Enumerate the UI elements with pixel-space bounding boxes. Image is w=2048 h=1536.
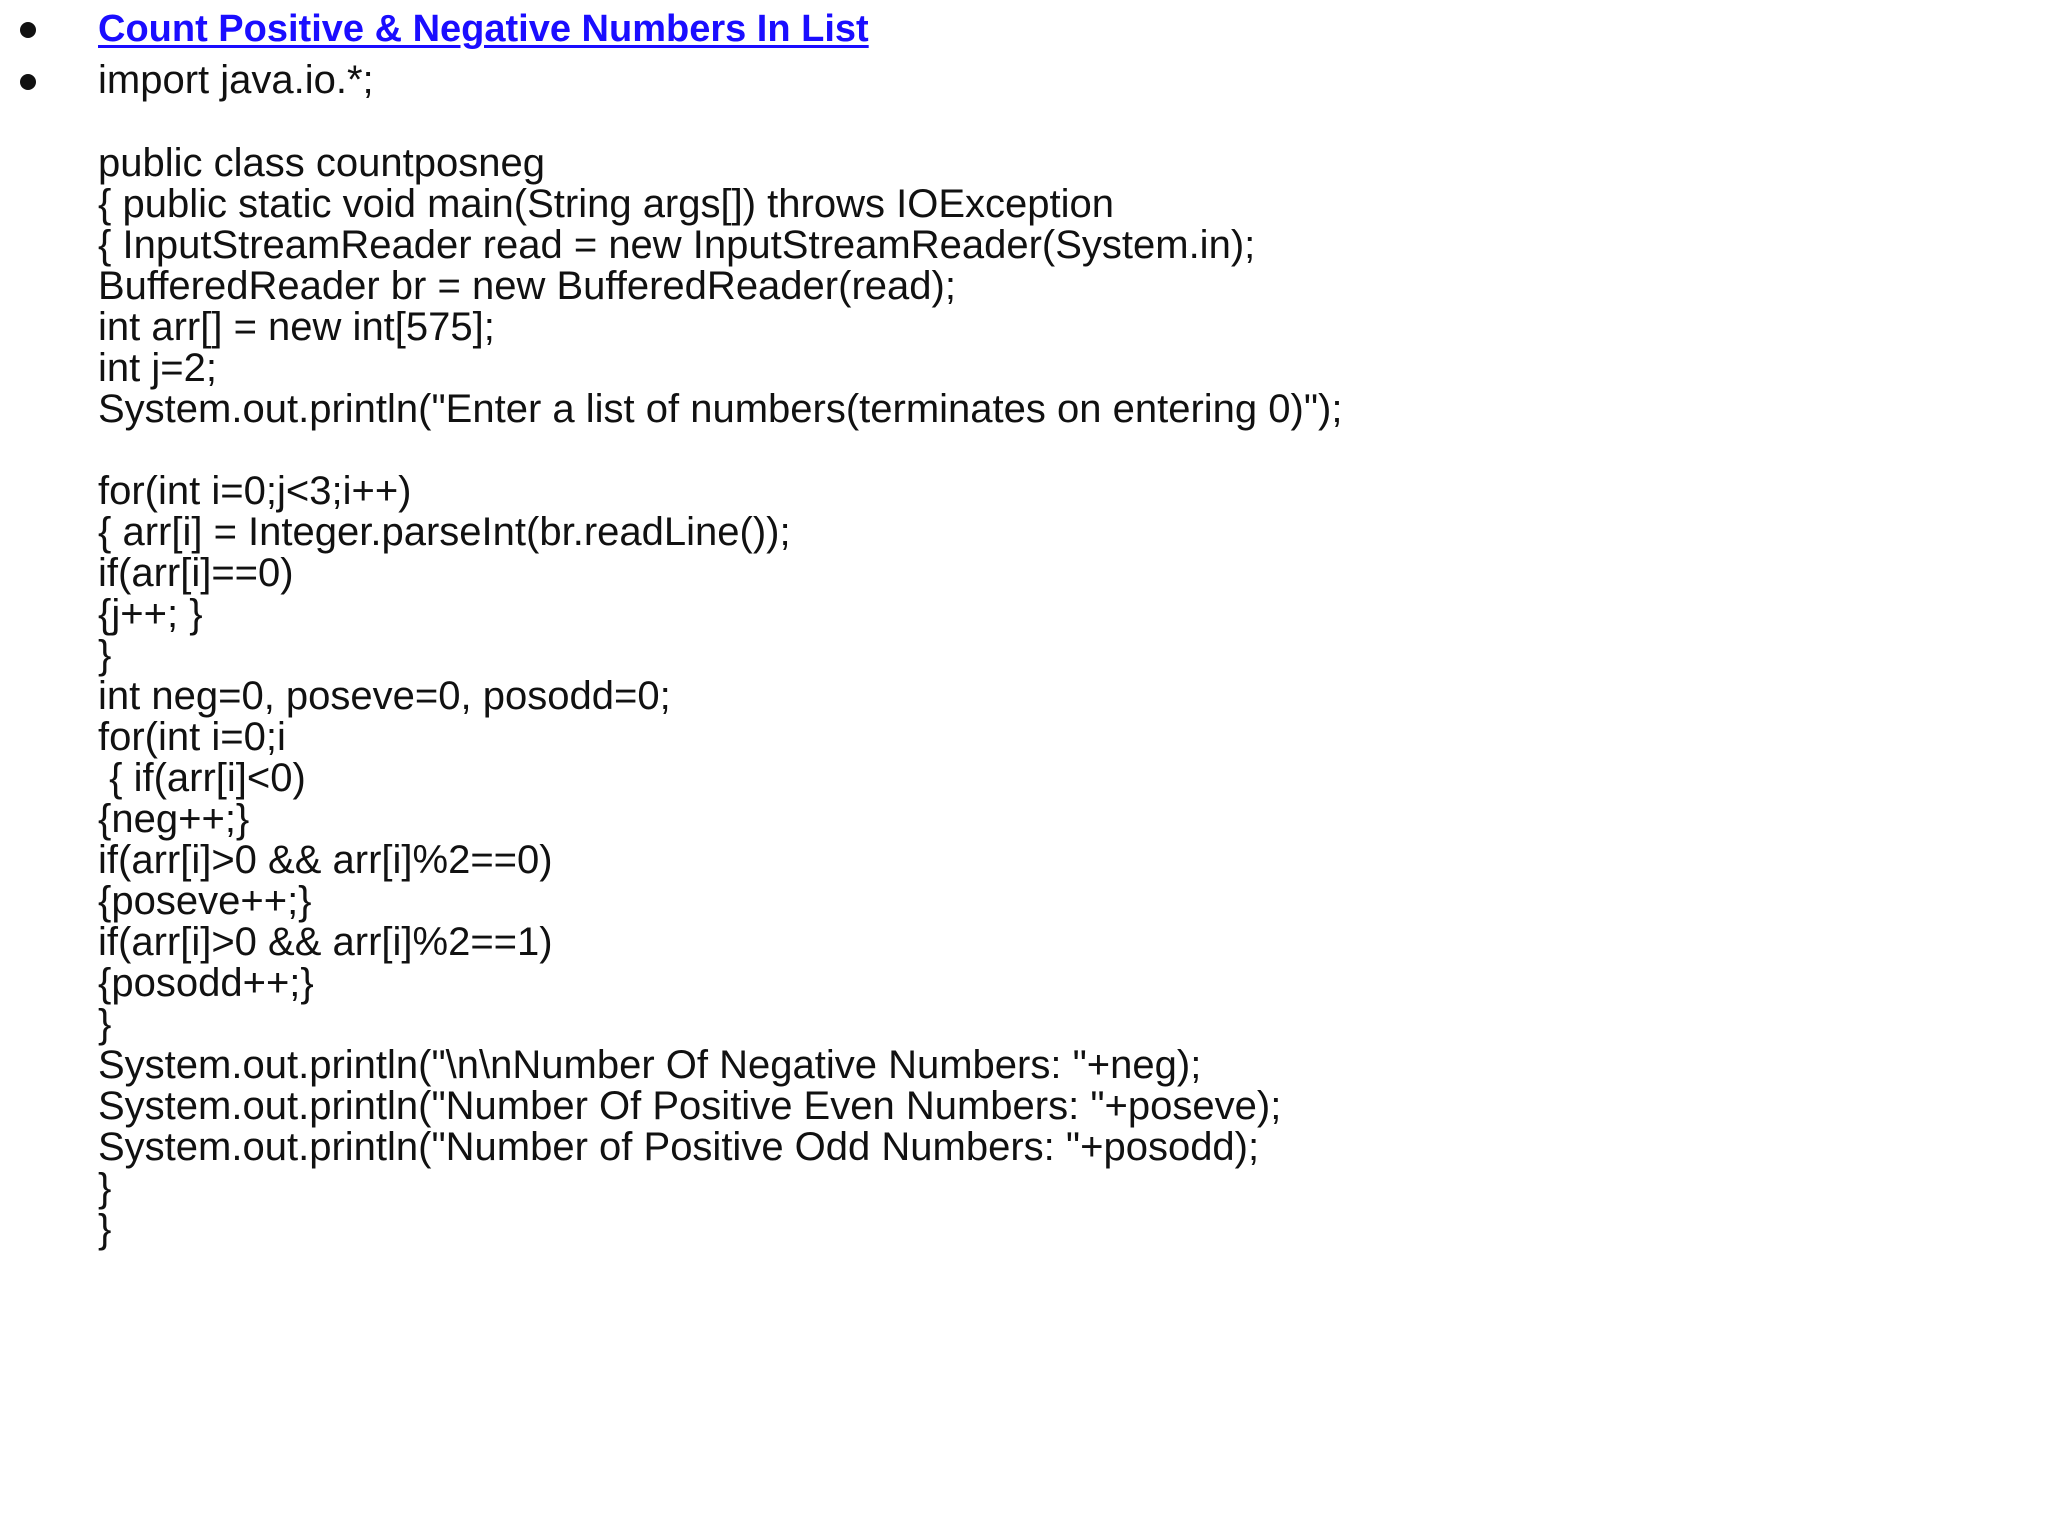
code-line: BufferedReader br = new BufferedReader(read); bbox=[98, 264, 956, 308]
blank-line bbox=[98, 102, 1998, 143]
code-line: { if(arr[i]<0) bbox=[98, 756, 306, 800]
code-line: System.out.println("\n\nNumber Of Negative Numbers: "+neg); bbox=[98, 1043, 1202, 1087]
code-line: if(arr[i]>0 && arr[i]%2==1) bbox=[98, 920, 553, 964]
code-line: System.out.println("Number Of Positive Even Numbers: "+poseve); bbox=[98, 1084, 1282, 1128]
code-line: {posodd++;} bbox=[98, 961, 314, 1005]
code-line: for(int i=0;i bbox=[98, 715, 286, 759]
code-line: if(arr[i]==0) bbox=[98, 551, 294, 595]
code-line: for(int i=0;j<3;i++) bbox=[98, 469, 412, 513]
code-line: System.out.println("Enter a list of numbers(terminates on entering 0)"); bbox=[98, 387, 1343, 431]
code-line: } bbox=[98, 1002, 112, 1046]
code-block bbox=[98, 58, 1998, 1250]
code-line: {poseve++;} bbox=[98, 879, 312, 923]
bullet-point bbox=[20, 22, 36, 38]
code-line: System.out.println("Number of Positive Odd Numbers: "+posodd); bbox=[98, 1125, 1260, 1169]
code-line: } bbox=[98, 1166, 112, 1210]
code-line: {neg++;} bbox=[98, 797, 250, 841]
code-line: { arr[i] = Integer.parseInt(br.readLine()); bbox=[98, 510, 791, 554]
bullet-point bbox=[20, 74, 36, 90]
code-line: } bbox=[98, 1207, 112, 1251]
blank-line bbox=[98, 430, 1998, 471]
code-line: { InputStreamReader read = new InputStreamReader(System.in); bbox=[98, 223, 1256, 267]
code-line: if(arr[i]>0 && arr[i]%2==0) bbox=[98, 838, 553, 882]
code-line: int j=2; bbox=[98, 346, 217, 390]
code-line: } bbox=[98, 633, 112, 677]
code-line: int arr[] = new int[575]; bbox=[98, 305, 495, 349]
code-line-import: import java.io.*; bbox=[98, 58, 374, 102]
code-line: public class countposneg bbox=[98, 141, 545, 185]
code-line: {j++; } bbox=[98, 592, 203, 636]
code-line: { public static void main(String args[]) throws IOException bbox=[98, 182, 1114, 226]
title-link[interactable]: Count Positive & Negative Numbers In List bbox=[98, 8, 869, 50]
code-line: int neg=0, poseve=0, posodd=0; bbox=[98, 674, 671, 718]
